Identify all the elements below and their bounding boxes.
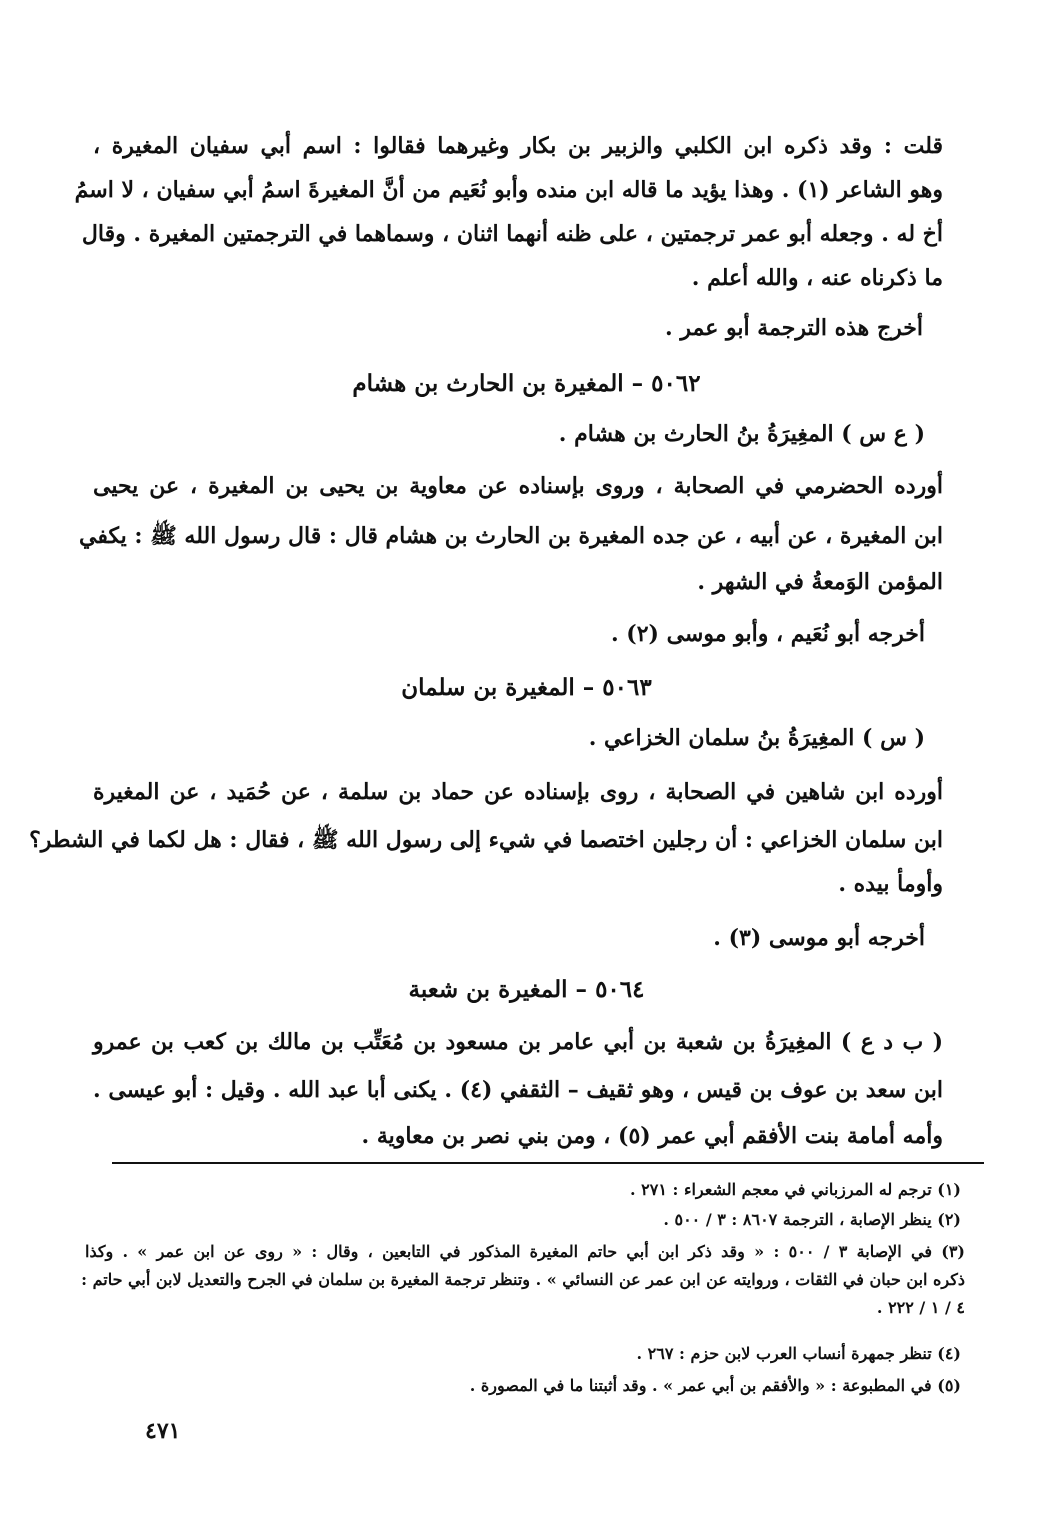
entry-heading: ٥٠٦٤ – المغيرة بن شعبة [408,976,645,1003]
text-line: ( ب د ع ) المغِيرَةُ بن شعبة بن أبي عامر بن مسعود بن مُعَتِّب بن مالك بن كعب بن عمرو [93,1029,943,1055]
text-line: ( ع س ) المغِيرَةُ بنُ الحارث بن هشام . [558,421,925,447]
footnote: (٥) في المطبوعة : « والأفقم بن أبي عمر » . وقد أثبتنا ما في المصورة . [469,1376,961,1395]
text-line: قلت : وقد ذكره ابن الكلبي والزبير بن بكار وغيرهما فقالوا : اسم أبي سفيان المغيرة ، [93,133,943,159]
text-line: ( س ) المغِيرَةُ بنُ سلمان الخزاعي . [588,725,925,751]
text-line: ابن سعد بن عوف بن قيس ، وهو ثقيف – الثقفي (٤) . يكنى أبا عبد الله . وقيل : أبو عيسى . [93,1077,943,1103]
text-line: أخ له . وجعله أبو عمر ترجمتين ، على ظنه أنهما اثنان ، وسماهما في الترجمتين المغيرة . وقال [81,221,943,247]
text-line: ابن سلمان الخزاعي : أن رجلين اختصما في شيء إلى رسول الله ﷺ ، فقال : هل لكما في الشطر؟ [29,827,943,853]
text-line: وأومأ بيده . [838,871,943,897]
footnote: (٣) في الإصابة ٣ / ٥٠٠ : « وقد ذكر ابن أبي حاتم المغيرة المذكور في التابعين ، وقال : « روى عن ابن عمر » . وكذا [85,1242,965,1261]
text-line: ابن المغيرة ، عن أبيه ، عن جده المغيرة بن الحارث بن هشام قال : قال رسول الله ﷺ : يكفي [79,523,943,549]
text-line: وأمه أمامة بنت الأفقم أبي عمر (٥) ، ومن بني نصر بن معاوية . [361,1123,943,1149]
text-line: وهو الشاعر (١) . وهذا يؤيد ما قاله ابن منده وأبو نُعَيم من أنَّ المغيرةَ اسمُ أبي سفيان ، لا اسمُ [74,177,943,203]
footnote: ذكره ابن حبان في الثقات ، وروايته عن ابن عمر عن النسائي » . وتنظر ترجمة المغيرة بن سلمان في الجرح والتعديل لابن أبي حاتم : [81,1270,965,1289]
entry-heading: ٥٠٦٣ – المغيرة بن سلمان [401,674,652,701]
page-number: ٤٧١ [145,1418,181,1444]
text-line: أخرج هذه الترجمة أبو عمر . [665,315,923,341]
entry-heading: ٥٠٦٢ – المغيرة بن الحارث بن هشام [352,370,701,397]
text-line: أورده الحضرمي في الصحابة ، وروى بإسناده عن معاوية بن يحيى بن المغيرة ، عن يحيى [93,473,943,499]
text-line: أخرجه أبو نُعَيم ، وأبو موسى (٢) . [610,621,925,647]
text-line: أورده ابن شاهين في الصحابة ، روى بإسناده عن حماد بن سلمة ، عن حُمَيد ، عن المغيرة [93,779,943,805]
footnote: (١) ترجم له المرزباني في معجم الشعراء : ٢٧١ . [629,1180,961,1199]
text-line: أخرجه أبو موسى (٣) . [713,925,925,951]
text-line: ما ذكرناه عنه ، والله أعلم . [691,265,943,291]
text-line: المؤمن الوَمعةُ في الشهر . [697,569,943,595]
footnote: (٤) تنظر جمهرة أنساب العرب لابن حزم : ٢٦٧ . [636,1344,961,1363]
footnote-divider [112,1162,984,1164]
footnote: ٤ / ١ / ٢٢٢ . [876,1298,965,1317]
footnote: (٢) ينظر الإصابة ، الترجمة ٨٦٠٧ : ٣ / ٥٠٠ . [663,1210,961,1229]
